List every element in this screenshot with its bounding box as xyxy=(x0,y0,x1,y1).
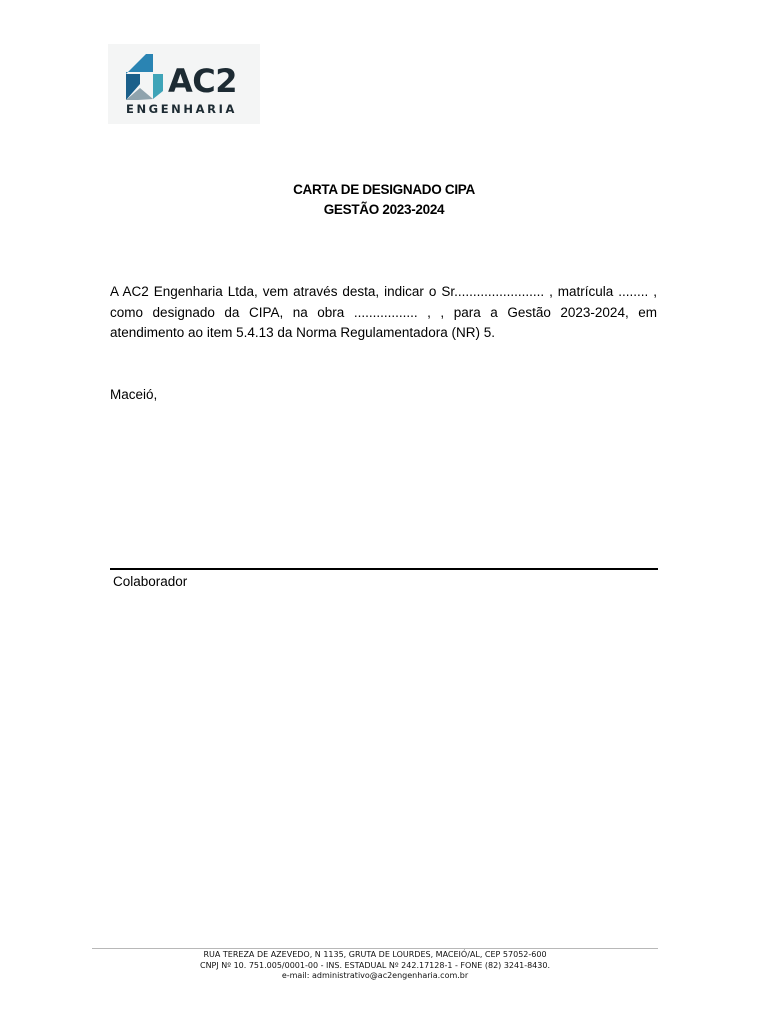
logo-brand-text: AC2 xyxy=(168,62,238,100)
logo-mark-top-facet xyxy=(126,54,153,74)
footer-divider xyxy=(92,948,658,949)
company-logo xyxy=(108,44,260,124)
letter-body: A AC2 Engenharia Ltda, vem através desta, indicar o Sr........................ , matrícula ........ , como designado da CIPA, na obra ................. , , para a Gestão 2023-2024, em atendimento ao item 5.4.13 da Norma Regulamentadora (NR) 5. xyxy=(110,284,657,340)
signature-line xyxy=(110,568,658,570)
footer-email: e-mail: administrativo@ac2engenharia.com.br xyxy=(281,971,469,980)
logo-mark-right-facet xyxy=(153,74,163,99)
footer-address: RUA TEREZA DE AZEVEDO, N 1135, GRUTA DE LOURDES, MACEIÓ/AL, CEP 57052-600 xyxy=(203,950,547,959)
letter-city: Maceió, xyxy=(110,387,158,402)
document-title: CARTA DE DESIGNADO CIPA xyxy=(293,182,475,197)
footer-registration: CNPJ Nº 10. 751.005/0001-00 - INS. ESTADUAL Nº 242.17128-1 - FONE (82) 3241-8430. xyxy=(199,961,550,970)
logo-tagline: ENGENHARIA xyxy=(126,102,237,116)
document-subtitle: GESTÃO 2023-2024 xyxy=(323,202,445,217)
signature-label: Colaborador xyxy=(113,574,188,589)
